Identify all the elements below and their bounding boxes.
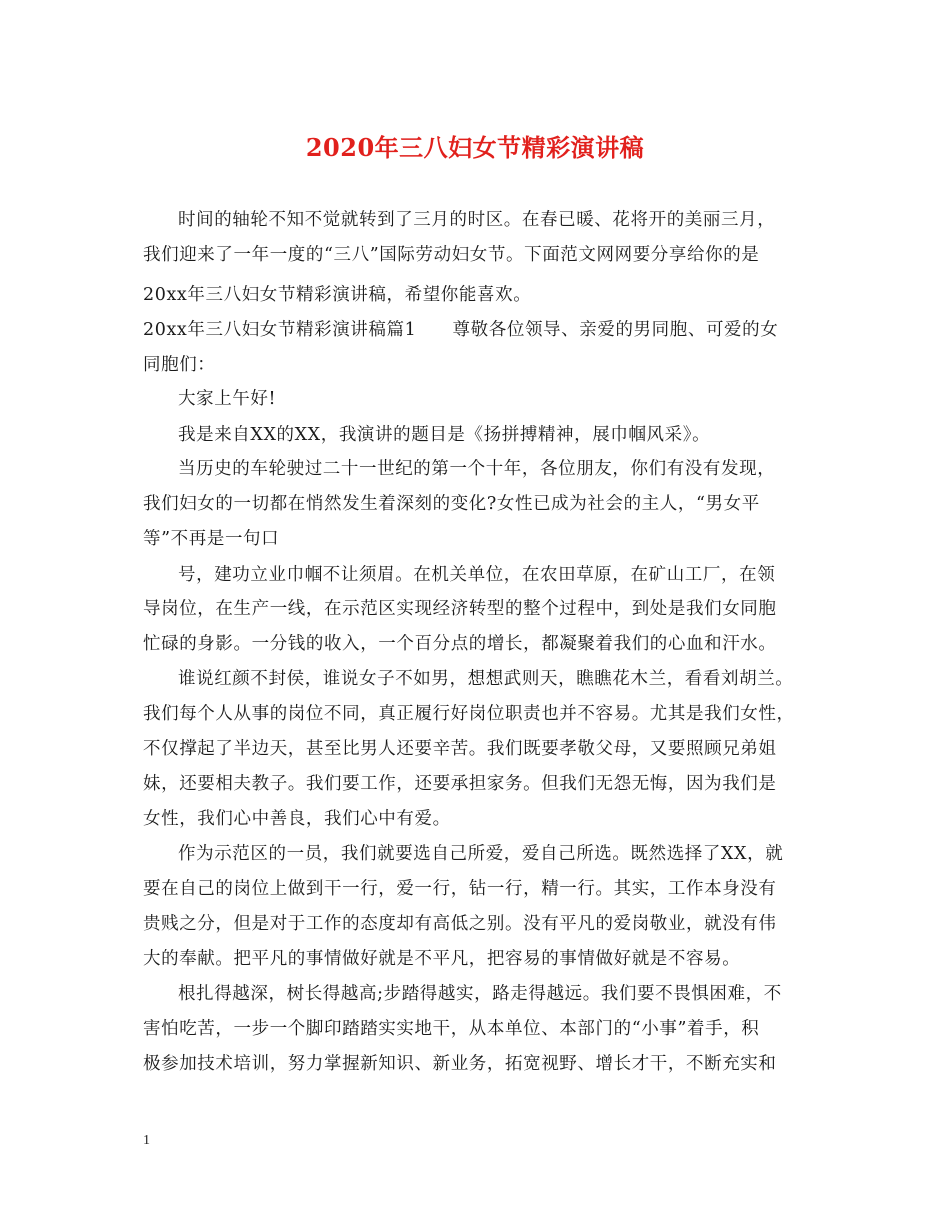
text-line: 时间的轴轮不知不觉就转到了三月的时区。在春已暖、花将开的美丽三月， [178,210,776,230]
text-line: 谁说红颜不封侯，谁说女子不如男，想想武则天，瞧瞧花木兰，看看刘胡兰。 [178,669,794,689]
text-line: 根扎得越深，树长得越高;步踏得越实，路走得越远。我们要不畏惧困难，不 [178,984,782,1004]
text-line: 妹，还要相夫教子。我们要工作，还要承担家务。但我们无怨无悔，因为我们是 [143,774,777,794]
text-line: 大家上午好! [178,389,277,409]
text-line: 我们妇女的一切都在悄然发生着深刻的变化?女性已成为社会的主人，“男女平 [143,494,760,514]
text-line: 我们每个人从事的岗位不同，真正履行好岗位职责也并不容易。尤其是我们女性， [143,704,795,724]
text-line: 同胞们： [143,355,216,375]
text-line: 我是来自XX的XX，我演讲的题目是《扬拼搏精神，展巾帼风采》。 [178,425,711,445]
text-line: 我们迎来了一年一度的“三八”国际劳动妇女节。下面范文网网要分享给你的是 [143,245,760,265]
text-line: 要在自己的岗位上做到干一行，爱一行，钻一行，精一行。其实，工作本身没有 [143,879,777,899]
text-line: 号，建功立业巾帼不让须眉。在机关单位，在农田草原，在矿山工厂，在领 [178,565,776,585]
text-line: 女性，我们心中善良，我们心中有爱。 [143,809,451,829]
text-line: 作为示范区的一员，我们就要选自己所爱，爱自己所选。既然选择了XX，就 [178,844,784,864]
text-line: 等”不再是一句口 [143,529,280,549]
document-title: 2020年三八妇女节精彩演讲稿 [305,133,645,162]
text-line: 20xx年三八妇女节精彩演讲稿，希望你能喜欢。 [143,285,532,305]
text-line: 20xx年三八妇女节精彩演讲稿篇1 尊敬各位领导、亲爱的男同胞、可爱的女 [143,320,779,340]
text-line: 极参加技术培训，努力掌握新知识、新业务，拓宽视野、增长才干，不断充实和 [143,1054,777,1074]
text-line: 当历史的车轮驶过二十一世纪的第一个十年，各位朋友，你们有没有发现， [178,459,776,479]
text-line: 忙碌的身影。一分钱的收入，一个百分点的增长，都凝聚着我们的心血和汗水。 [143,634,777,654]
text-line: 不仅撑起了半边天，甚至比男人还要辛苦。我们既要孝敬父母，又要照顾兄弟姐 [143,739,777,759]
page-number: 1 [143,1133,150,1148]
text-line: 贵贱之分，但是对于工作的态度却有高低之别。没有平凡的爱岗敬业，就没有伟 [143,914,777,934]
text-line: 大的奉献。把平凡的事情做好就是不平凡，把容易的事情做好就是不容易。 [143,949,741,969]
text-line: 害怕吃苦，一步一个脚印踏踏实实地干，从本单位、本部门的“小事”着手，积 [143,1019,760,1039]
text-line: 导岗位，在生产一线，在示范区实现经济转型的整个过程中，到处是我们女同胞 [143,599,777,619]
